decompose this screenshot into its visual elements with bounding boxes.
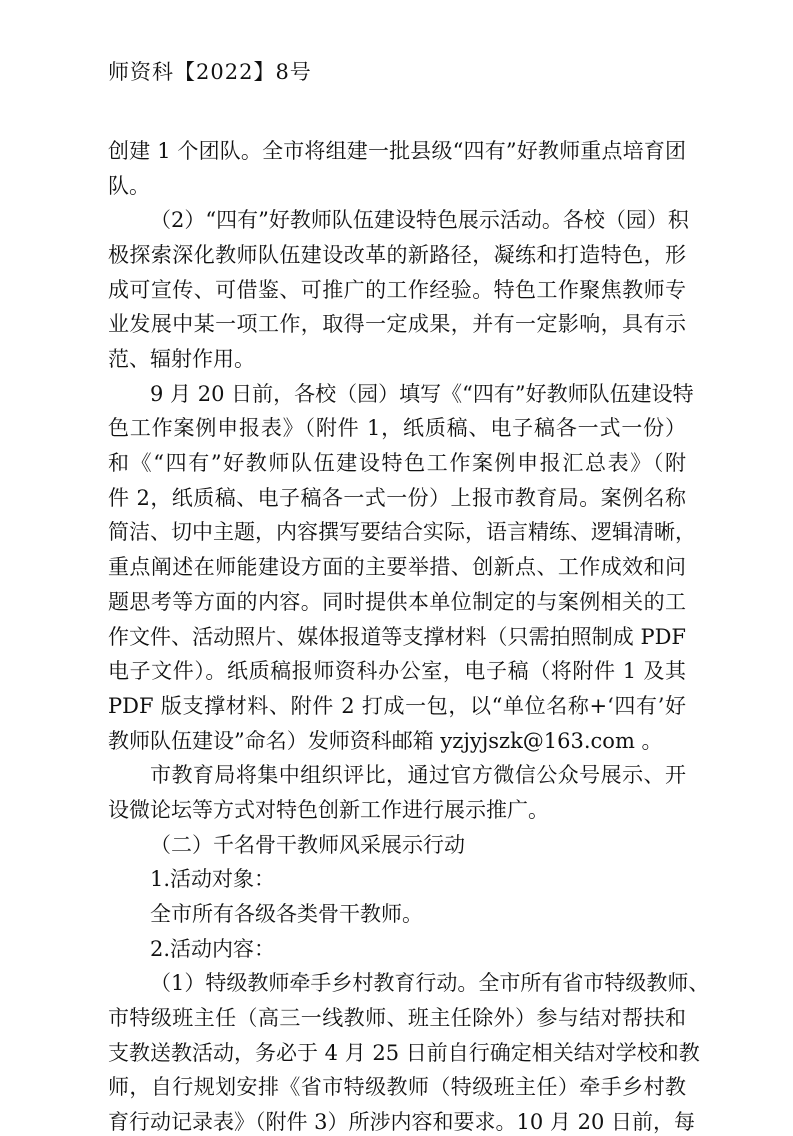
document-number-header: 师资科【2022】8号 <box>108 60 312 84</box>
paragraph-line: 简洁、切中主题，内容撰写要结合实际，语言精练、逻辑清晰， <box>108 520 696 544</box>
section-heading: （二）千名骨干教师风采展示行动 <box>150 833 465 857</box>
paragraph-line: 题思考等方面的内容。同时提供本单位制定的与案例相关的工 <box>108 590 686 614</box>
paragraph-line: 支教送教活动，务必于 4 月 25 日前自行确定相关结对学校和教 <box>108 1041 700 1065</box>
paragraph-line: （2）“四有”好教师队伍建设特色展示活动。各校（园）积 <box>150 208 689 232</box>
paragraph-line: 师，自行规划安排《省市特级教师（特级班主任）牵手乡村教 <box>108 1075 686 1099</box>
paragraph-line: 和《“四有”好教师队伍建设特色工作案例申报汇总表》（附 <box>108 451 686 475</box>
paragraph-line: 成可宣传、可借鉴、可推广的工作经验。特色工作聚焦教师专 <box>108 278 686 302</box>
subsection-heading: 1.活动对象： <box>150 867 276 891</box>
paragraph-line: 业发展中某一项工作，取得一定成果，并有一定影响，具有示 <box>108 312 686 336</box>
paragraph-line: 育行动记录表》（附件 3）所涉内容和要求。10 月 20 日前，每 <box>108 1110 696 1134</box>
paragraph-line: 作文件、活动照片、媒体报道等支撑材料（只需拍照制成 PDF <box>108 625 686 649</box>
paragraph-line: 市特级班主任（高三一线教师、班主任除外）参与结对帮扶和 <box>108 1006 686 1030</box>
paragraph-line: 创建 1 个团队。全市将组建一批县级“四有”好教师重点培育团 <box>108 139 686 163</box>
paragraph-line: PDF 版支撑材料、附件 2 打成一包，以“单位名称+‘四有’好 <box>108 694 686 718</box>
paragraph-line: 极探索深化教师队伍建设改革的新路径，凝练和打造特色，形 <box>108 243 686 267</box>
paragraph-line: 设微论坛等方式对特色创新工作进行展示推广。 <box>108 798 549 822</box>
paragraph-line: 队。 <box>108 174 150 198</box>
paragraph-line: 色工作案例申报表》（附件 1，纸质稿、电子稿各一式一份） <box>108 416 686 440</box>
paragraph-line: 重点阐述在师能建设方面的主要举措、创新点、工作成效和问 <box>108 555 686 579</box>
paragraph-line: 全市所有各级各类骨干教师。 <box>150 902 423 926</box>
paragraph-line: 9 月 20 日前，各校（园）填写《“四有”好教师队伍建设特 <box>150 382 694 406</box>
paragraph-line: 教师队伍建设”命名）发师资科邮箱 yzjyjszk@163.com 。 <box>108 729 663 753</box>
paragraph-line: （1）特级教师牵手乡村教育行动。全市所有省市特级教师、 <box>150 971 710 995</box>
paragraph-line: 范、辐射作用。 <box>108 347 255 371</box>
subsection-heading: 2.活动内容： <box>150 937 276 961</box>
paragraph-line: 电子文件）。纸质稿报师资科办公室，电子稿（将附件 1 及其 <box>108 659 686 683</box>
paragraph-line: 市教育局将集中组织评比，通过官方微信公众号展示、开 <box>150 763 686 787</box>
paragraph-line: 件 2，纸质稿、电子稿各一式一份）上报市教育局。案例名称 <box>108 486 686 510</box>
